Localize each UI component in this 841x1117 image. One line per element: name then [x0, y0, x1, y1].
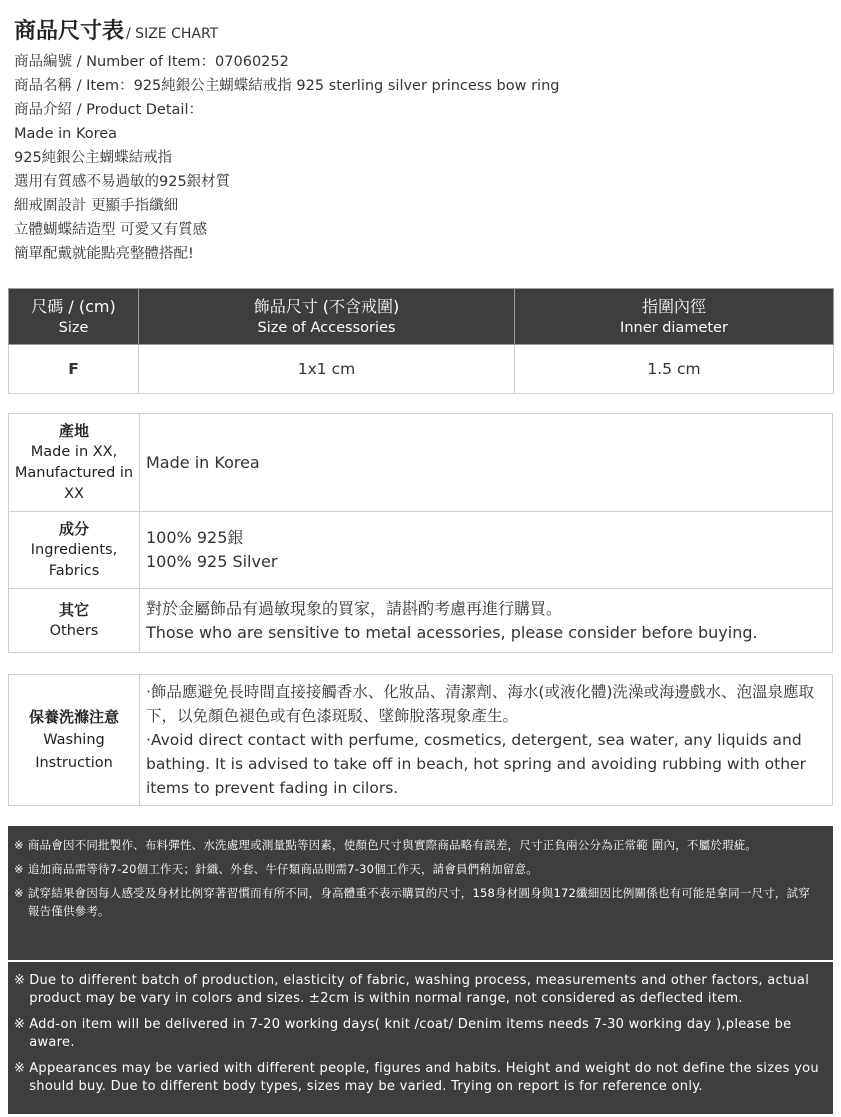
note-mark: ※	[14, 973, 26, 988]
header-inner-diameter-zh: 指圍內徑	[641, 296, 706, 316]
title-english: / SIZE CHART	[126, 26, 219, 42]
note-item	[14, 1016, 823, 1052]
ingredients-row	[9, 512, 833, 589]
note-mark: ※	[14, 1061, 26, 1076]
others-value	[140, 589, 833, 653]
header-inner-diameter-en: Inner diameter	[620, 319, 728, 336]
note-text: Add-on item will be delivered in 7-20 working days( knit /coat/ Denim items needs 7-30 working day ),please be aware.	[29, 1017, 792, 1050]
others-label	[9, 589, 140, 653]
note-mark: ※	[14, 838, 24, 852]
note-item	[14, 884, 819, 920]
note-item	[14, 1060, 823, 1096]
origin-label-zh: 產地	[58, 421, 89, 440]
others-label-zh: 其它	[58, 600, 89, 619]
header-size-en: Size	[58, 319, 89, 336]
notes-english	[8, 962, 833, 1114]
note-text: Due to different batch of production, elasticity of fabric, washing process, measurements and other factors, actual product may be vary in colors and sizes. ±2cm is within normal range, not considered as deflected item.	[29, 973, 810, 1006]
detail-line: 簡單配戴就能點亮整體搭配!	[14, 246, 194, 262]
washing-label	[9, 675, 140, 806]
others-value-zh: 對於金屬飾品有過敏現象的買家，請斟酌考慮再進行購買。	[146, 598, 563, 618]
table-row	[9, 345, 834, 394]
ingredients-label	[9, 512, 140, 589]
origin-value: Made in Korea	[140, 414, 833, 512]
note-item	[14, 972, 823, 1008]
header-size	[9, 289, 139, 345]
size-table	[8, 288, 834, 394]
note-text: Appearances may be varied with different people, figures and habits. Height and weight do not define the sizes you should buy. Due to different body types, sizes may be varied. Trying on report is for reference only.	[29, 1061, 819, 1094]
product-info	[14, 50, 829, 266]
note-text: 試穿結果會因每人感受及身材比例穿著習慣而有所不同，身高體重不表示購買的尺寸，158身材圓身與172纖細因比例關係也有可能是拿同一尺寸，試穿報告僅供參考。	[27, 886, 811, 918]
spec-table	[8, 413, 833, 653]
detail-line: 立體蝴蝶結造型 可愛又有質感	[14, 222, 208, 238]
product-header	[14, 14, 829, 266]
item-number-line: 商品編號 / Number of Item：07060252	[14, 54, 289, 70]
ingredients-label-en: Ingredients, Fabrics	[30, 541, 118, 579]
header-size-zh: 尺碼 / (cm)	[31, 296, 116, 316]
others-label-en: Others	[49, 622, 99, 639]
size-chart-title	[14, 14, 829, 46]
header-accessory-size-zh: 飾品尺寸 (不含戒圍)	[253, 296, 400, 316]
others-row	[9, 589, 833, 653]
cell-size: F	[9, 345, 139, 394]
origin-row	[9, 414, 833, 512]
cell-inner-diameter: 1.5 cm	[515, 345, 834, 394]
title-chinese: 商品尺寸表	[14, 19, 125, 44]
ingredients-value-en: 100% 925 Silver	[146, 552, 278, 571]
header-inner-diameter	[515, 289, 834, 345]
cell-accessory-size: 1x1 cm	[139, 345, 515, 394]
detail-line: 925純銀公主蝴蝶結戒指	[14, 150, 173, 166]
notes-chinese	[8, 826, 833, 960]
washing-value-en: ·Avoid direct contact with perfume, cosmetics, detergent, sea water, any liquids and bathing. It is advised to take off in beach, hot spring and avoiding rubbing with other items to prevent fading in cilors.	[146, 731, 806, 797]
washing-label-zh: 保養洗滌注意	[28, 707, 119, 726]
product-detail-heading: 商品介紹 / Product Detail：	[14, 102, 203, 118]
origin-label-en: Made in XX, Manufactured in XX	[14, 443, 134, 502]
note-mark: ※	[14, 1017, 26, 1032]
note-text: 追加商品需等待7-20個工作天；針織、外套、牛仔類商品則需7-30個工作天，請會員們稍加留意。	[27, 862, 538, 876]
detail-line: 細戒圍設計 更顯手指纖細	[14, 198, 179, 214]
detail-line: Made in Korea	[14, 126, 118, 142]
ingredients-value	[140, 512, 833, 589]
washing-value-zh: ·飾品應避免長時間直接接觸香水、化妝品、清潔劑、海水(或液化體)洗澡或海邊戲水、泡溫泉應取下，以免顏色褪色或有色漆斑駁、墜飾脫落現象產生。	[146, 683, 815, 725]
note-mark: ※	[14, 862, 24, 876]
washing-value	[140, 675, 833, 806]
ingredients-value-zh: 100% 925銀	[146, 528, 244, 547]
washing-table	[8, 674, 833, 806]
washing-row	[9, 675, 833, 806]
ingredients-label-zh: 成分	[58, 519, 89, 538]
note-text: 商品會因不同批製作、布料彈性、水洗處理或測量點等因素，使顏色尺寸與實際商品略有誤差，尺寸正負兩公分為正常範 圍內，不屬於瑕疵。	[27, 838, 758, 852]
washing-label-en: Washing Instruction	[35, 731, 113, 771]
note-mark: ※	[14, 886, 24, 900]
header-accessory-size-en: Size of Accessories	[257, 319, 396, 336]
item-name-line: 商品名稱 / Item：925純銀公主蝴蝶結戒指 925 sterling silver princess bow ring	[14, 78, 560, 94]
header-accessory-size	[139, 289, 515, 345]
others-value-en: Those who are sensitive to metal acessories, please consider before buying.	[146, 622, 758, 642]
note-item	[14, 860, 819, 878]
note-item	[14, 836, 819, 854]
detail-line: 選用有質感不易過敏的925銀材質	[14, 174, 231, 190]
size-table-header-row	[9, 289, 834, 345]
origin-label	[9, 414, 140, 512]
